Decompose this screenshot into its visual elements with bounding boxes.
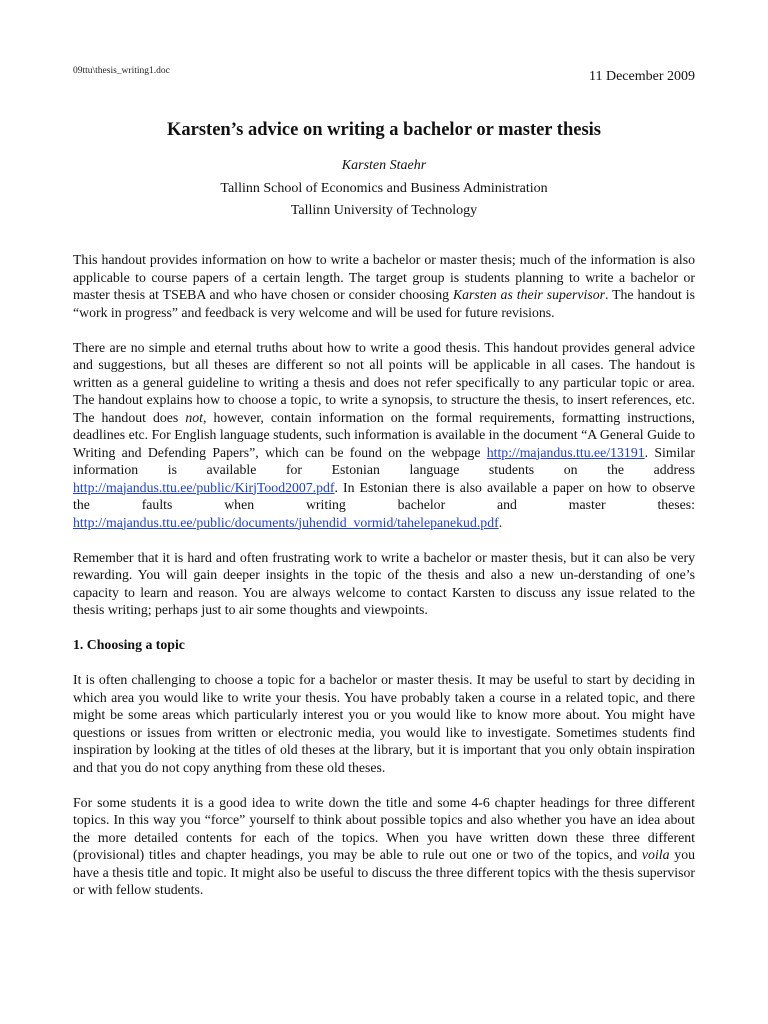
- topic-paragraph: It is often challenging to choose a topic for a bachelor or master thesis. It may be useful to start by deciding in which area you would like to write your thesis. You have probably taken a course in a related topic, and there might be some areas which particularly interest you or you would like to know more about. You might have questions or issues from written or electronic media, you would like to investigate. Sometimes students find inspiration by looking at the titles of old theses at the library, but it is important that you only obtain inspiration and that you do not copy anything from these old theses.: [73, 672, 695, 775]
- affiliation-university: Tallinn University of Technology: [290, 203, 478, 218]
- document-date: 11 December 2009: [589, 69, 695, 84]
- document-title: Karsten’s advice on writing a bachelor or master thesis: [166, 120, 602, 140]
- estonian-guide-link[interactable]: http://majandus.ttu.ee/public/KirjTood2007.pdf: [73, 479, 335, 495]
- section-heading: 1. Choosing a topic: [73, 637, 185, 652]
- guide-link[interactable]: http://majandus.ttu.ee/13191: [486, 444, 645, 460]
- document-body: [73, 251, 695, 916]
- intro-paragraph: This handout provides information on how to write a bachelor or master thesis; much of the information is also applicable to course papers of a certain length. The target group is students planning to write a bachelor or master thesis at TSEBA and who have chosen or consider choosing Karsten as their supervisor. The handout is “work in progress” and feedback is very welcome and will be used for future revisions.: [73, 252, 696, 320]
- affiliation-school: Tallinn School of Economics and Business Administration: [220, 181, 548, 196]
- faults-paper-link[interactable]: http://majandus.ttu.ee/public/documents/juhendid_vormid/tahelepanekud.pdf: [73, 514, 499, 530]
- scope-paragraph: There are no simple and eternal truths about how to write a good thesis. This handout provides general advice and suggestions, but all theses are different so not all points will be applicable in all cases. The handout is written as a general guideline to writing a thesis and does not refer specifically to any particular topic or area. The handout explains how to choose a topic, to write a synopsis, to structure the thesis, to insert references, etc. The handout does not, however, contain information on the formal requirements, formatting instructions, deadlines etc. For English language students, such information is available in the document “A General Guide to Writing and Defending Papers”, which can be found on the webpage http://majandus.ttu.ee/13191. Similar information is available for Estonian language students on the address http://majandus.ttu.ee/public/KirjTood2007.pdf. In Estonian there is also available a paper on how to observe the faults when writing bachelor and master theses: http://majandus.ttu.ee/public/documents/juhendid_vormid/tahelepanekud.pdf.: [73, 339, 695, 530]
- emphasis-text: Karsten as their supervisor: [452, 287, 605, 302]
- emphasis-text: voila: [641, 847, 670, 862]
- emphasis-text: not: [185, 409, 203, 425]
- file-name: 09ttu\thesis_writing1.doc: [73, 66, 170, 76]
- author-name: Karsten Staehr: [341, 158, 427, 173]
- encouragement-paragraph: Remember that it is hard and often frustrating work to write a bachelor or master thesis, but it can also be very rewarding. You will gain deeper insights in the topic of the thesis and also a new un-derstanding of one’s capacity to learn and reason. You are always welcome to contact Karsten to discuss any issue related to the thesis writing; perhaps just to air some thoughts and viewpoints.: [73, 549, 695, 617]
- topics-advice-paragraph: For some students it is a good idea to write down the title and some 4-6 chapter headings for three different topics. In this way you “force” yourself to think about possible topics and also whether you have an idea about the more detailed contents for each of the topics. When you have written down these three different (provisional) titles and chapter headings, you may be able to rule out one or two of the topics, and voila you have a thesis title and topic. It might also be useful to discuss the three different topics with the thesis supervisor or with fellow students.: [73, 794, 695, 897]
